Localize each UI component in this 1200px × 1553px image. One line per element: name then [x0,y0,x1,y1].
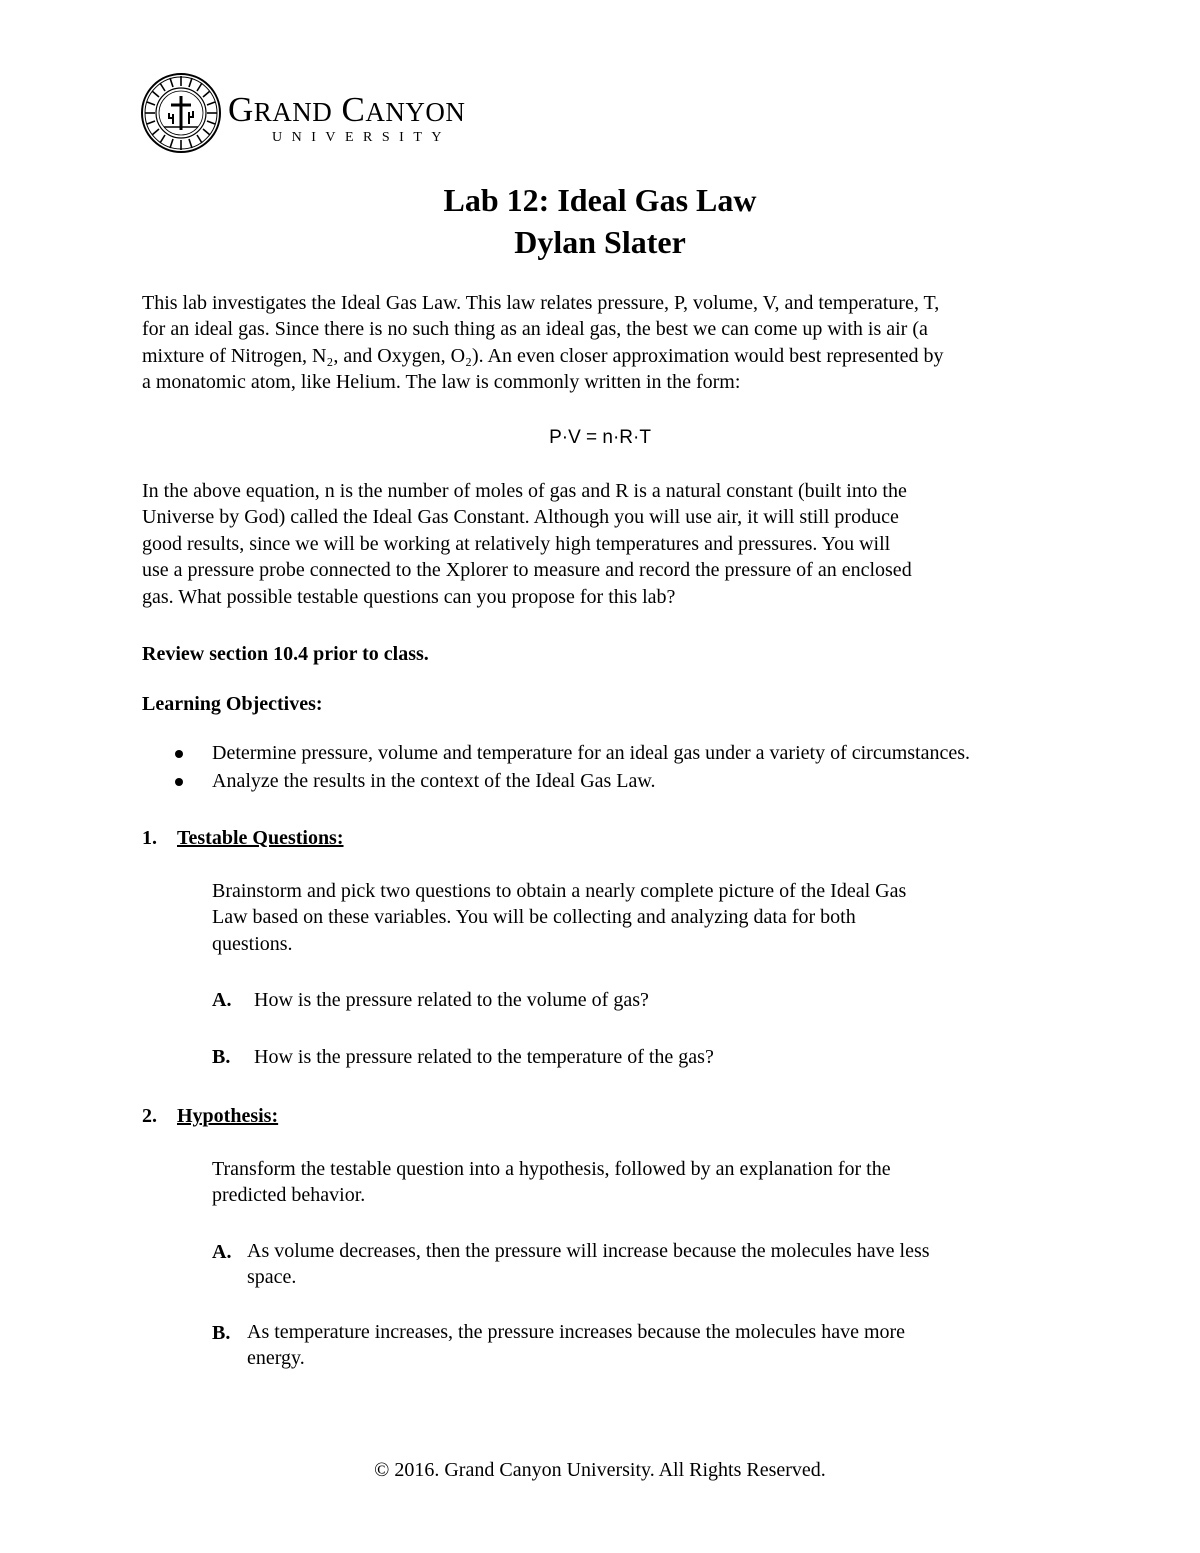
item-letter: B. [212,1046,231,1068]
logo-subtitle: UNIVERSITY [272,130,451,145]
intro-line: for an ideal gas. Since there is no such thing as an ideal gas, the best we can come up with is air (a [142,318,928,341]
section-intro-line: questions. [212,932,293,955]
intro-line: a monatomic atom, like Helium. The law is commonly written in the form: [142,371,741,394]
intro-line: mixture of Nitrogen, N₂, and Oxygen, O₂). An even closer approximation would best represented by [142,344,944,367]
intro-paragraph [142,290,1062,396]
review-note: Review section 10.4 prior to class. [142,643,429,665]
section-intro-line: Law based on these variables. You will be collecting and analyzing data for both [212,906,856,929]
item-letter: B. [212,1322,231,1344]
section-number: 2. [142,1105,157,1127]
section-intro [212,1156,1062,1209]
intro-line: This lab investigates the Ideal Gas Law. This law relates pressure, P, volume, V, and temperature, T, [142,292,940,314]
section-intro [212,878,1062,957]
objective-item: Determine pressure, volume and temperature for an ideal gas under a variety of circumstances. [212,742,971,764]
bullet-icon [175,778,183,786]
section-intro-line: Transform the testable question into a hypothesis, followed by an explanation for the [212,1158,891,1180]
section-title-hypothesis: Hypothesis: [177,1105,279,1127]
hypothesis-item [247,1319,1067,1372]
copyright-footer: © 2016. Grand Canyon University. All Rights Reserved. [374,1459,826,1481]
explanation-line: Universe by God) called the Ideal Gas Constant. Although you will use air, it will still produce [142,506,899,529]
hypothesis-line: space. [247,1266,297,1289]
explanation-paragraph [142,478,1062,610]
objective-item: Analyze the results in the context of the Ideal Gas Law. [212,770,656,792]
explanation-line: good results, since we will be working at relatively high temperatures and pressures. You will [142,532,891,555]
explanation-line: In the above equation, n is the number of moles of gas and R is a natural constant (built into the [142,480,907,502]
hypothesis-item [247,1238,1067,1291]
item-letter: A. [212,989,232,1011]
explanation-line: use a pressure probe connected to the Xplorer to measure and record the pressure of an enclosed [142,559,912,582]
logo-wordmark: GRAND CANYON [228,90,466,129]
ideal-gas-equation: P·V = n·R·T [549,427,651,448]
hypothesis-line: As volume decreases, then the pressure will increase because the molecules have less [247,1240,930,1262]
university-seal-logo [140,72,222,154]
item-letter: A. [212,1241,232,1263]
document-title: Lab 12: Ideal Gas Law [443,182,757,218]
hypothesis-line: As temperature increases, the pressure increases because the molecules have more [247,1321,906,1343]
explanation-line: gas. What possible testable questions can you propose for this lab? [142,585,676,608]
bullet-icon [175,750,183,758]
section-intro-line: predicted behavior. [212,1184,366,1207]
section-number: 1. [142,827,157,849]
section-title-testable-questions: Testable Questions: [177,827,344,849]
hypothesis-line: energy. [247,1347,305,1370]
document-author: Dylan Slater [514,224,686,260]
objectives-heading: Learning Objectives: [142,693,323,715]
question-item: How is the pressure related to the temperature of the gas? [254,1046,714,1068]
section-intro-line: Brainstorm and pick two questions to obtain a nearly complete picture of the Ideal Gas [212,880,907,902]
question-item: How is the pressure related to the volume of gas? [254,989,649,1011]
